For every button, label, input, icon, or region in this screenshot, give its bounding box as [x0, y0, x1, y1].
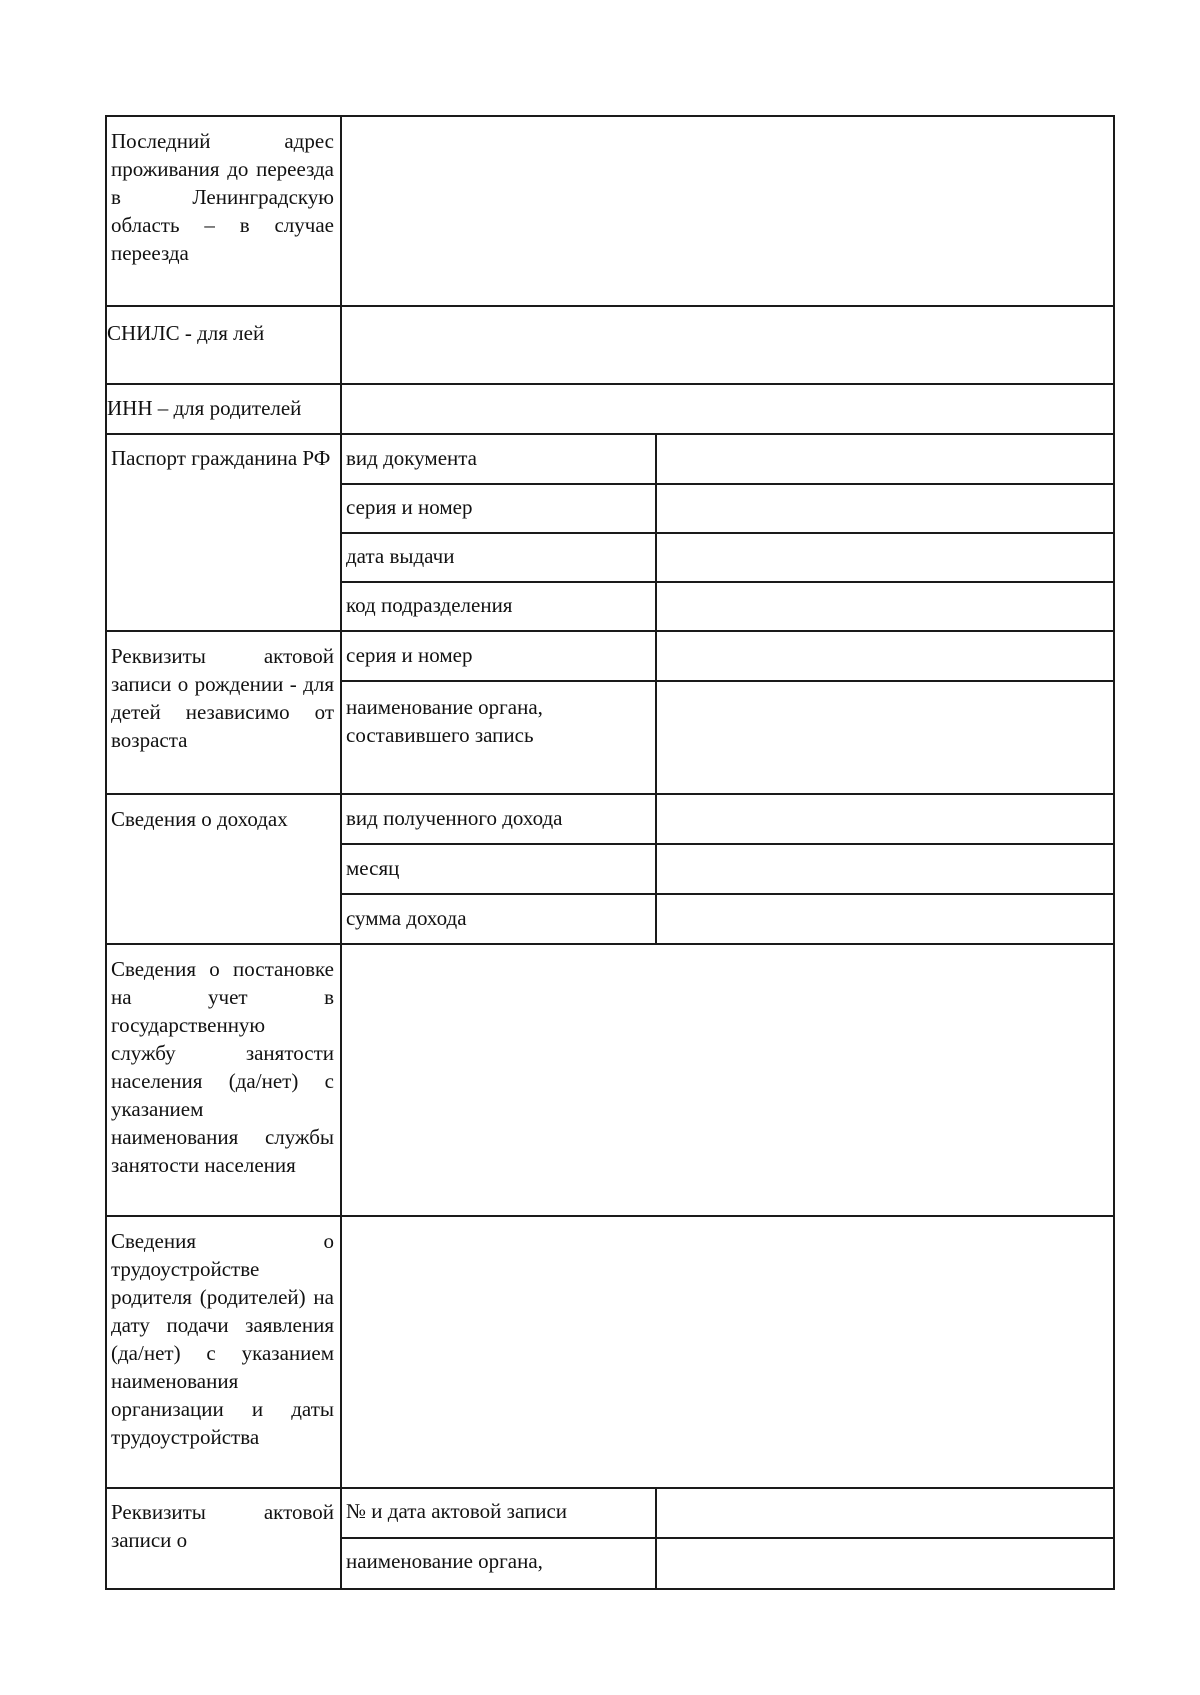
- birth-record-series-number-value[interactable]: [660, 634, 1110, 678]
- row-divider: [340, 1537, 1115, 1539]
- row-divider: [105, 943, 1115, 945]
- table-border-bottom: [105, 1588, 1115, 1590]
- row-divider: [105, 383, 1115, 385]
- row-divider: [105, 1487, 1115, 1489]
- value-column-divider: [655, 433, 657, 943]
- employment-label: Сведения о трудоустройстве родителя (родителей) на дату подачи заявления (да/нет) с указанием наименования организации и даты трудоустройства: [111, 1229, 334, 1449]
- act-record-label: Реквизиты актовой записи о: [111, 1500, 334, 1552]
- row-divider: [340, 893, 1115, 895]
- row-divider: [105, 630, 1115, 632]
- passport-document-type-value[interactable]: [660, 437, 1110, 481]
- last-address-value[interactable]: [345, 119, 1109, 303]
- row-divider: [340, 680, 1115, 682]
- table-border-right: [1113, 115, 1115, 1590]
- passport-document-type-label: вид документа: [346, 446, 478, 470]
- row-divider: [340, 581, 1115, 583]
- label-column-divider: [340, 115, 342, 1590]
- income-month-value[interactable]: [660, 847, 1110, 891]
- row-divider: [340, 483, 1115, 485]
- row-divider: [105, 1215, 1115, 1217]
- birth-record-authority-label: наименование органа, составившего запись: [346, 695, 543, 747]
- passport-label: Паспорт гражданина РФ: [111, 446, 331, 470]
- act-record-number-date-value[interactable]: [660, 1491, 1110, 1535]
- inn-label: ИНН – для родителей: [107, 396, 302, 420]
- row-divider: [340, 532, 1115, 534]
- income-amount-value[interactable]: [660, 897, 1110, 941]
- row-divider: [105, 433, 1115, 435]
- table-border-top: [105, 115, 1115, 117]
- passport-division-code-value[interactable]: [660, 585, 1110, 628]
- birth-record-label: Реквизиты актовой записи о рождении - для детей независимо от возраста: [111, 644, 334, 752]
- income-month-label: месяц: [346, 856, 400, 880]
- birth-record-authority-value[interactable]: [660, 684, 1110, 791]
- income-amount-label: сумма дохода: [346, 906, 467, 930]
- act-record-number-date-label: № и дата актовой записи: [346, 1499, 568, 1523]
- passport-series-number-label: серия и номер: [346, 495, 473, 519]
- row-divider: [105, 305, 1115, 307]
- application-form-table: [105, 115, 1115, 1590]
- passport-series-number-value[interactable]: [660, 487, 1110, 530]
- passport-issue-date-value[interactable]: [660, 536, 1110, 579]
- value-column-divider: [655, 1487, 657, 1590]
- employment-value[interactable]: [345, 1219, 1109, 1485]
- employment-service-label: Сведения о постановке на учет в государственную службу занятости населения (да/нет) с указанием наименования службы занятости населения: [111, 957, 334, 1177]
- passport-division-code-label: код подразделения: [346, 593, 513, 617]
- passport-issue-date-label: дата выдачи: [346, 544, 455, 568]
- last-address-label: Последний адрес проживания до переезда в Ленинградскую область – в случае переезда: [111, 129, 334, 265]
- act-record-authority-value[interactable]: [660, 1541, 1110, 1586]
- inn-value[interactable]: [345, 387, 1109, 431]
- row-divider: [105, 793, 1115, 795]
- income-type-value[interactable]: [660, 797, 1110, 841]
- employment-service-value[interactable]: [345, 947, 1109, 1213]
- row-divider: [340, 843, 1115, 845]
- act-record-authority-label: наименование органа,: [346, 1549, 543, 1573]
- birth-record-series-number-label: серия и номер: [346, 643, 473, 667]
- income-type-label: вид полученного дохода: [346, 806, 563, 830]
- income-label: Сведения о доходах: [111, 807, 288, 831]
- snils-value[interactable]: [345, 309, 1109, 381]
- snils-label: СНИЛС - для лей: [107, 321, 265, 345]
